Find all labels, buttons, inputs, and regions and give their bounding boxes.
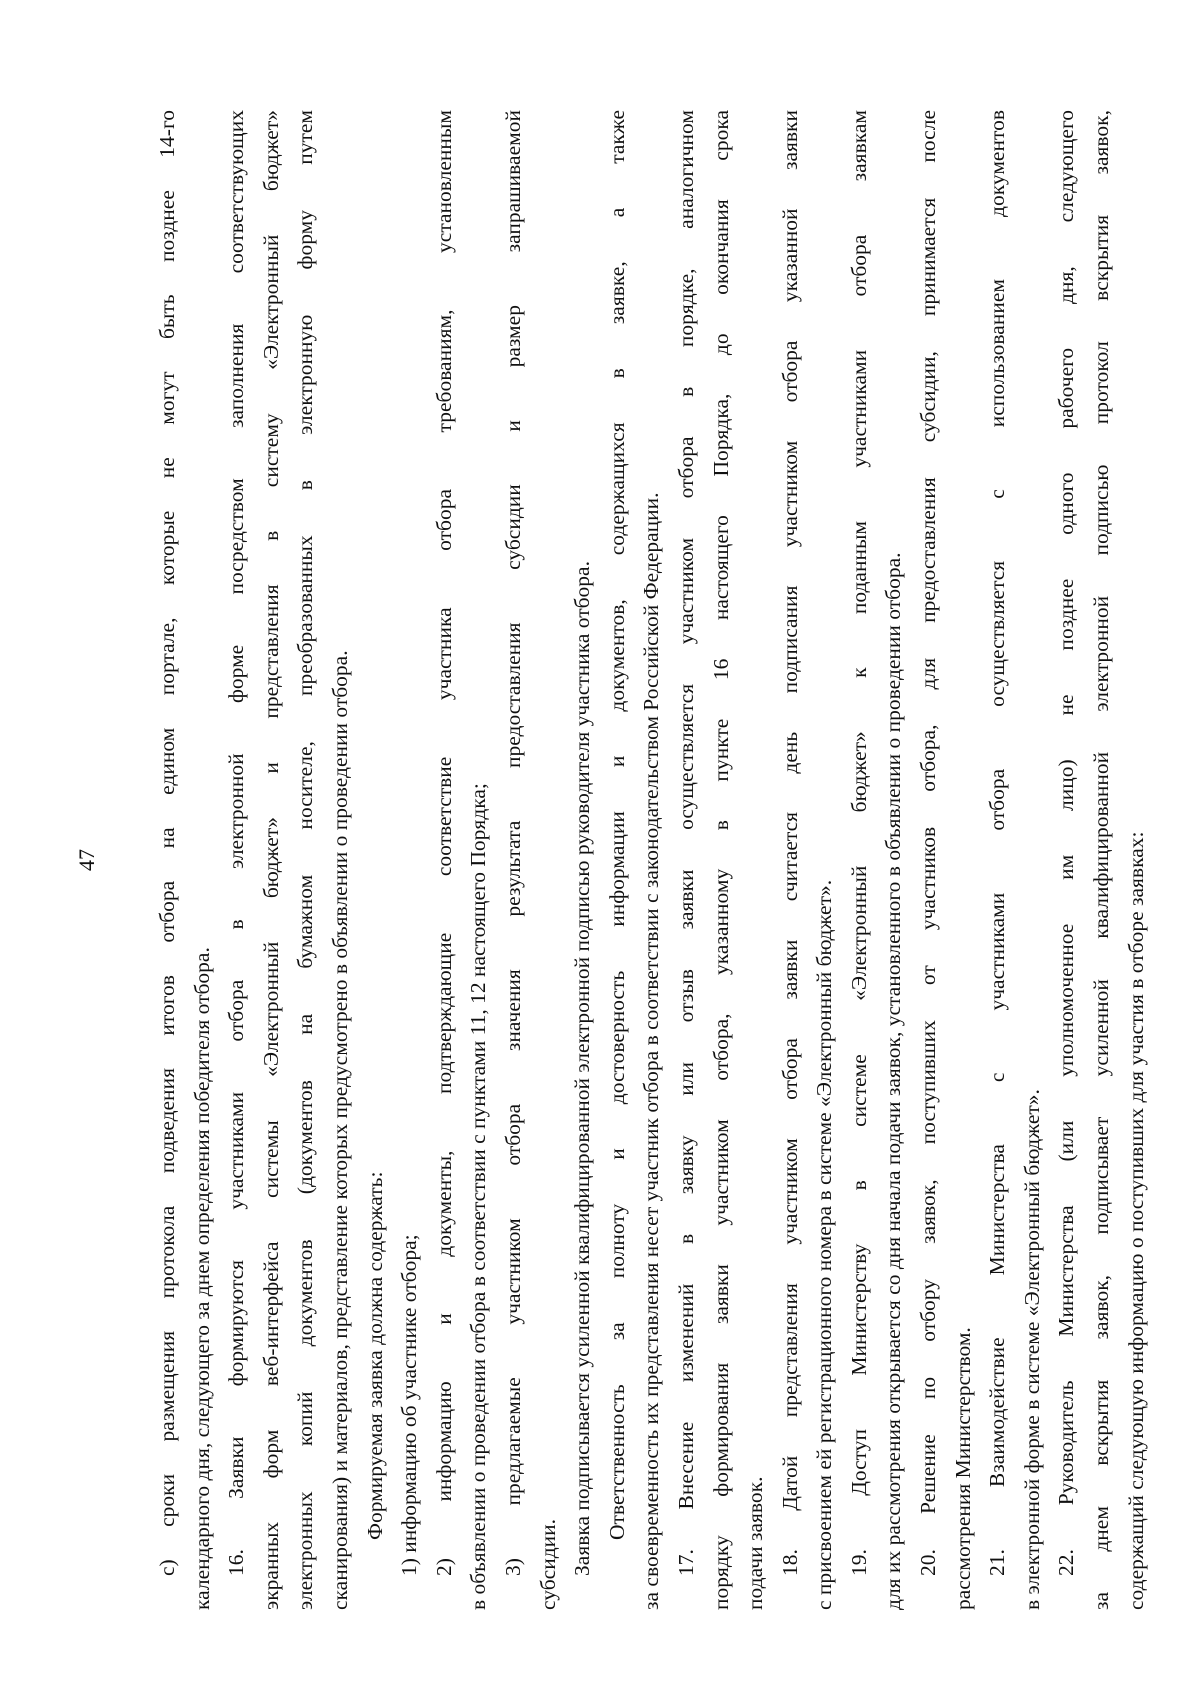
text-line: экранных форм веб-интерфейса системы «Электронный бюджет» и представления в систему «Электронный бюджет» xyxy=(258,110,283,1610)
text-line: 22. Руководитель Министерства (или уполномоченное им лицо) не позднее одного рабочего дня, следующего xyxy=(1054,110,1079,1576)
text-line: 19. Доступ Министерству в системе «Электронный бюджет» к поданным участниками отбора заявкам xyxy=(846,110,871,1576)
text-line: 21. Взаимодействие Министерства с участниками отбора осуществляется с использованием документов xyxy=(985,110,1010,1576)
page-number: 47 xyxy=(74,849,99,871)
text-line: подачи заявок. xyxy=(743,1476,768,1610)
document-body xyxy=(150,110,1153,1610)
text-line: 1) информацию об участнике отбора; xyxy=(397,1234,422,1576)
text-line: Формируемая заявка должна содержать: xyxy=(362,1171,387,1540)
text-line: Заявка подписывается усиленной квалифицированной электронной подписью руководителя участника отбора. xyxy=(570,561,595,1576)
text-line: 16. Заявки формируются участниками отбора в электронной форме посредством заполнения соответствующих xyxy=(224,110,249,1576)
text-line: Ответственность за полноту и достоверность информации и документов, содержащихся в заявке, а также xyxy=(604,110,629,1540)
text-line: сканирования) и материалов, представление которых предусмотрено в объявлении о проведении отбора. xyxy=(327,650,352,1610)
text-line: за днем вскрытия заявок, подписывает усиленной квалифицированной электронной подписью протокол вскрытия заявок, xyxy=(1089,110,1114,1610)
text-line: 2) информацию и документы, подтверждающие соответствие участника отбора требованиям, установленным xyxy=(431,110,456,1576)
text-line: календарного дня, следующего за днем определения победителя отбора. xyxy=(189,947,214,1610)
text-line: электронных копий документов (документов на бумажном носителе, преобразованных в электронную форму путем xyxy=(293,110,318,1610)
text-line: порядку формирования заявки участником отбора, указанному в пункте 16 настоящего Порядка, до окончания срока xyxy=(708,110,733,1610)
text-line: субсидии. xyxy=(535,1518,560,1610)
text-line: за своевременность их представления несет участник отбора в соответствии с законодательством Российской Федерации. xyxy=(639,492,664,1610)
text-line: для их рассмотрения открывается со дня начала подачи заявок, установленного в объявлении о проведении отбора. xyxy=(881,552,906,1610)
text-line: в электронной форме в системе «Электронный бюджет». xyxy=(1019,1089,1044,1610)
text-line: в объявлении о проведении отбора в соответствии с пунктами 11, 12 настоящего Порядка; xyxy=(466,783,491,1610)
text-line: содержащий следующую информацию о поступивших для участия в отборе заявках: xyxy=(1123,831,1148,1610)
text-line: 17. Внесение изменений в заявку или отзыв заявки осуществляется участником отбора в порядке, аналогичном xyxy=(673,110,698,1576)
text-line: 3) предлагаемые участником отбора значения результата предоставления субсидии и размер запрашиваемой xyxy=(500,110,525,1576)
text-line: рассмотрения Министерством. xyxy=(950,1327,975,1610)
text-line: с присвоением ей регистрационного номера в системе «Электронный бюджет». xyxy=(812,879,837,1610)
text-line: с) сроки размещения протокола подведения итогов отбора на едином портале, которые не могут быть позднее 14-го xyxy=(155,110,179,1576)
rotated-text-block xyxy=(74,110,1148,1610)
text-line: 20. Решение по отбору заявок, поступивших от участников отбора, для предоставления субсидии, принимается после xyxy=(916,110,941,1576)
text-line: 18. Датой представления участником отбора заявки считается день подписания участником отбора указанной заявки xyxy=(777,110,802,1576)
